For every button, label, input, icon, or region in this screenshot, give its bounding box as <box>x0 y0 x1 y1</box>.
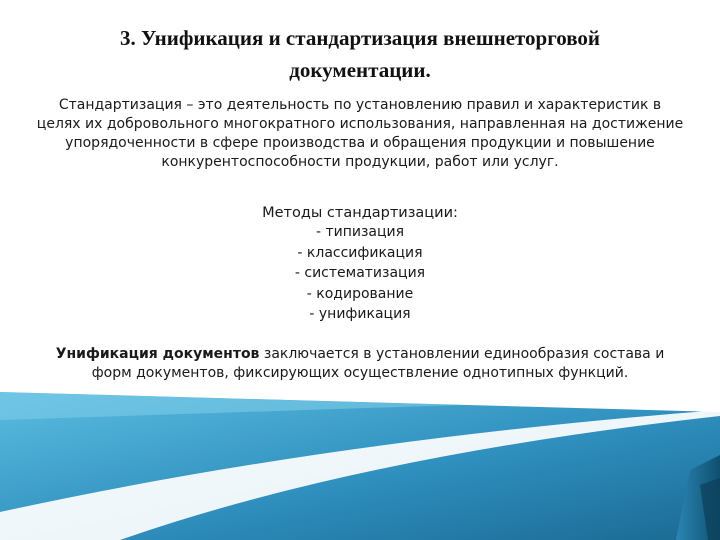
title-line-1: 3. Унификация и стандартизация внешнеторговой <box>119 26 601 50</box>
methods-list <box>180 222 540 325</box>
unification-term: Унификация документов <box>55 346 260 362</box>
definition-text: – это деятельность по установлению правил и характеристик в целях их добровольного многократного использования, направленная на достижение упорядоченности в сфере производства и обращения продукции и повышение конкурентоспособности продукции, работ или услуг. <box>36 97 684 170</box>
list-item: - типизация <box>315 224 405 240</box>
list-item: - унификация <box>309 306 411 322</box>
unification-paragraph <box>40 345 680 383</box>
definition-term: Стандартизация <box>58 97 182 113</box>
page-title <box>40 22 680 86</box>
unification-text: заключается в установлении единообразия состава и форм документов, фиксирующих осуществление однотипных функций. <box>91 346 665 381</box>
methods-heading: Методы стандартизации: <box>262 205 458 221</box>
title-line-2: документации. <box>289 58 431 82</box>
list-item: - классификация <box>297 244 423 261</box>
list-item: - кодирование <box>306 285 414 302</box>
list-item: - систематизация <box>294 265 426 281</box>
standardization-definition <box>36 96 684 172</box>
